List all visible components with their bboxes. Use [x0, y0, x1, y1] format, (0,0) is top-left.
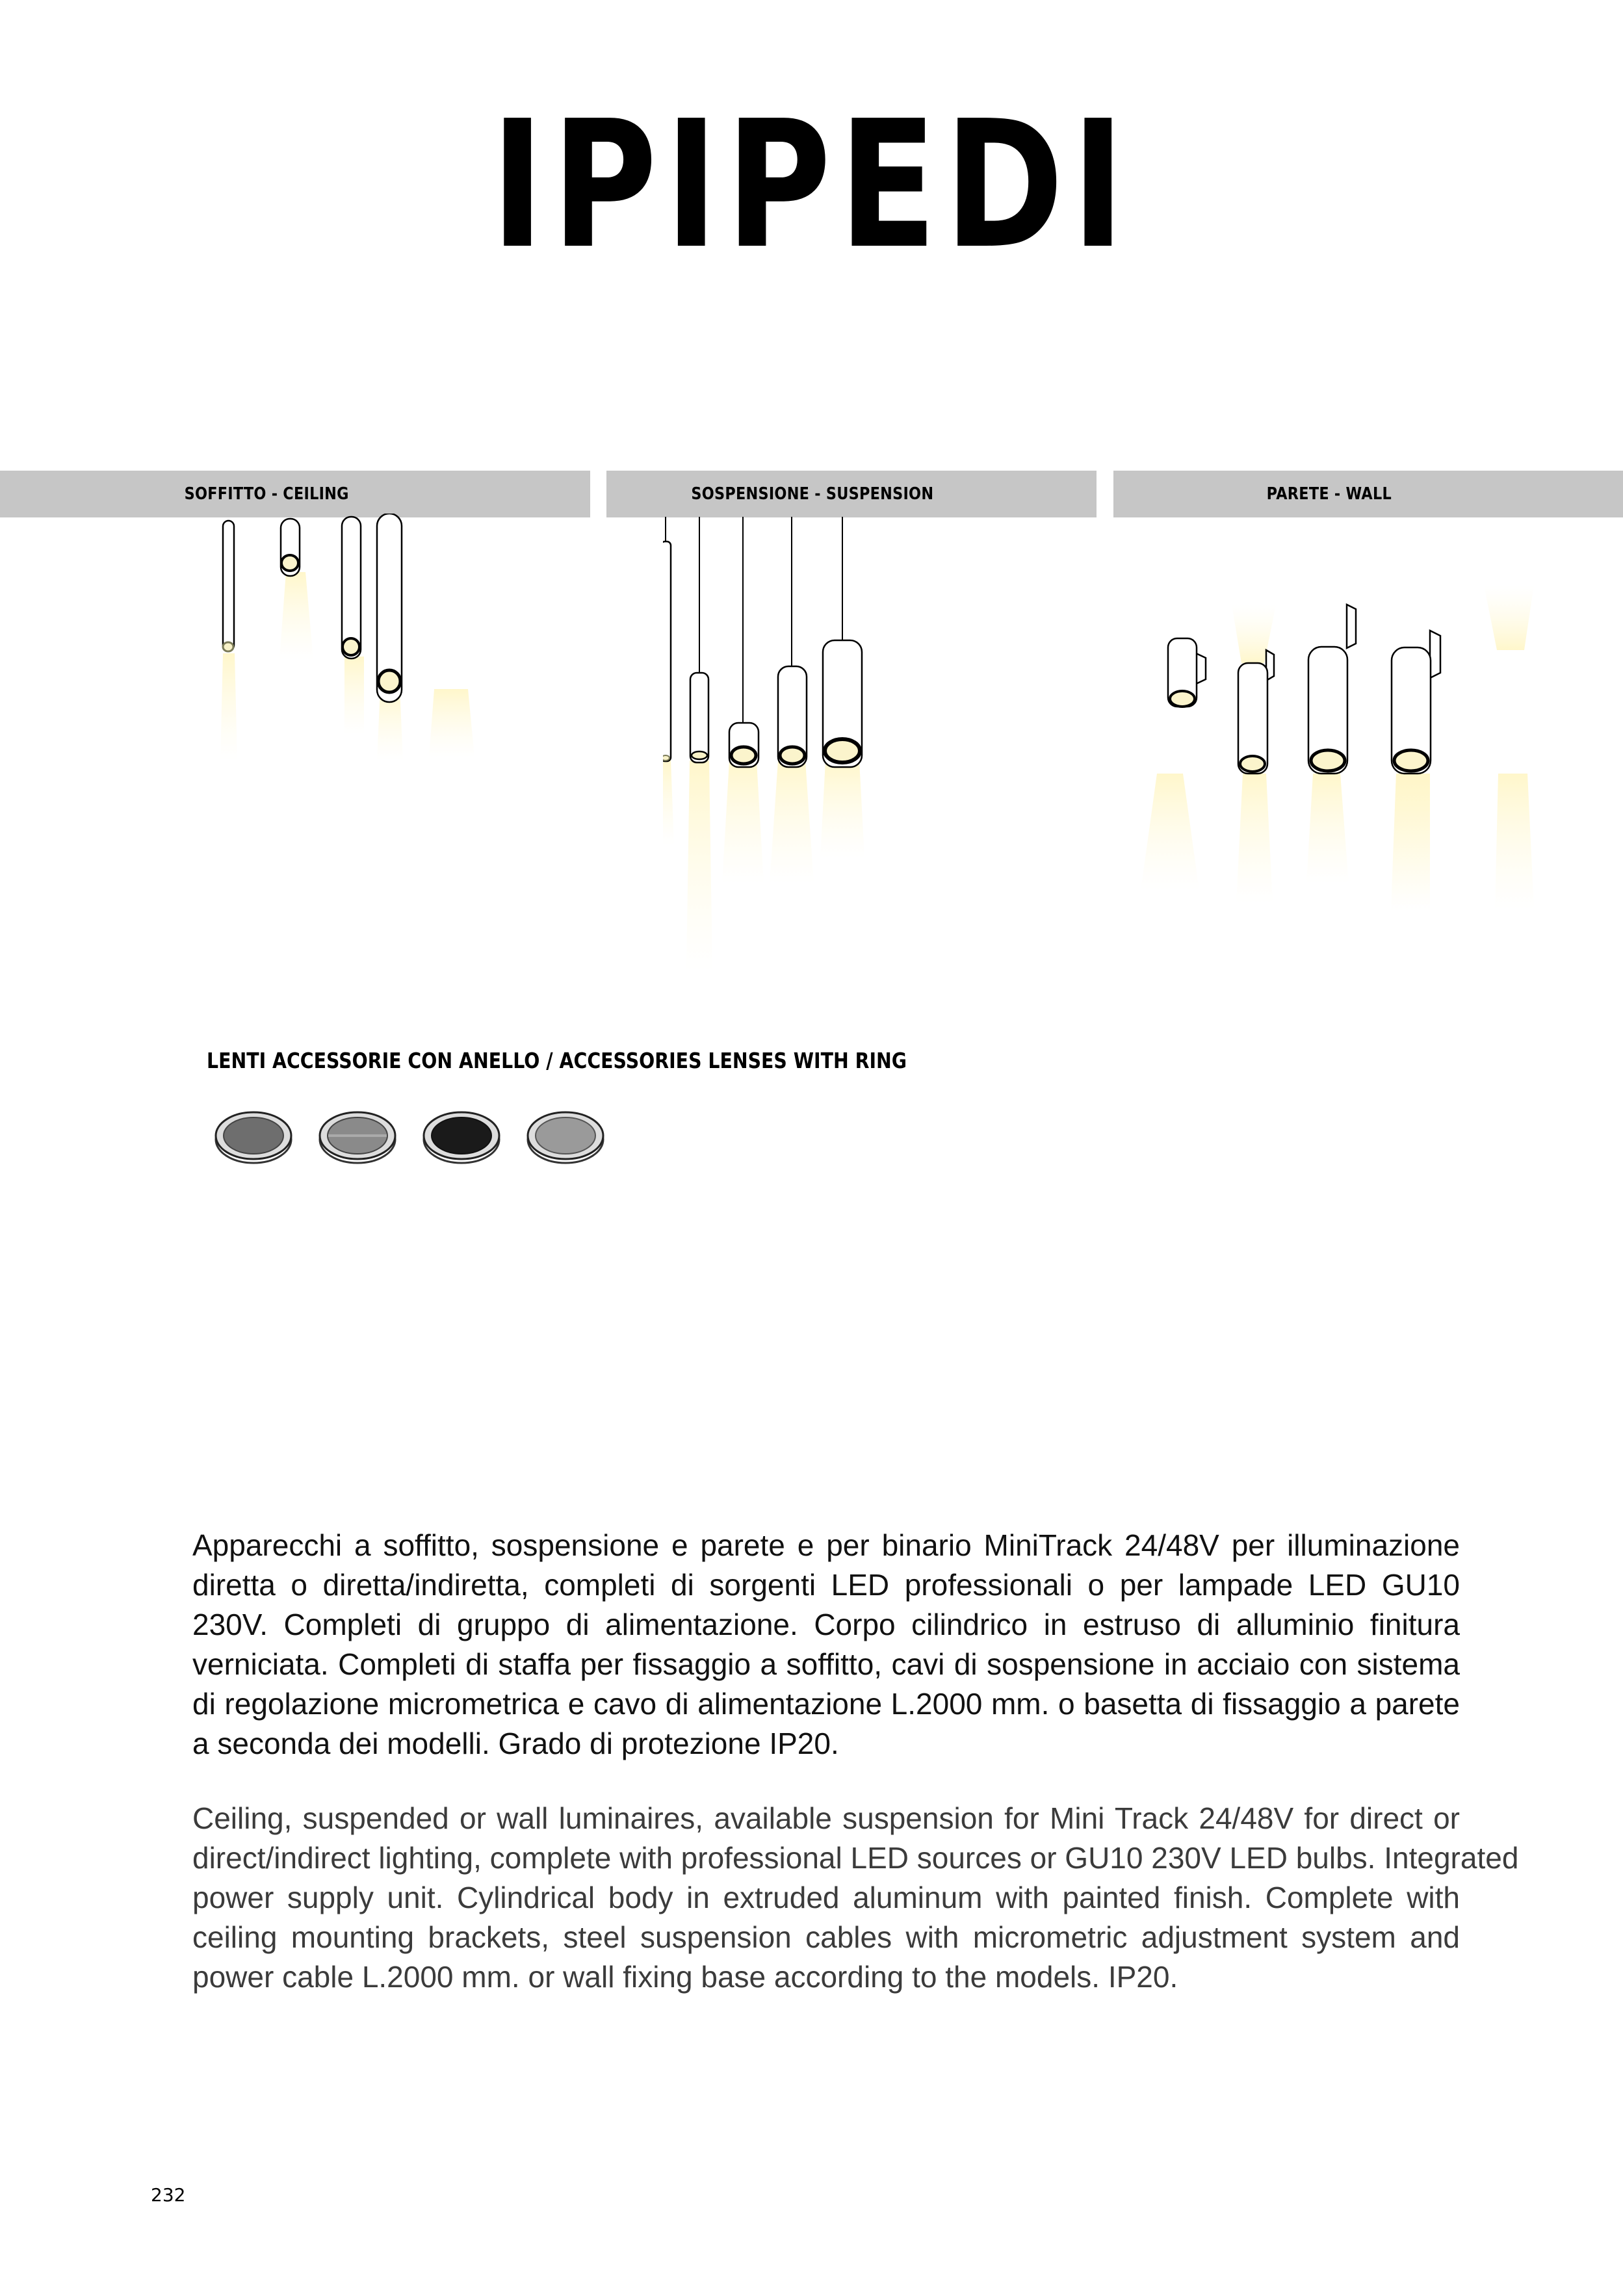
description-italian — [192, 1526, 1460, 1764]
category-label-ceiling: SOFFITTO - CEILING — [184, 484, 349, 504]
text-line: diretta o diretta/indiretta, completi di sorgenti LED professionali o per lampade LED GU10 — [192, 1568, 1460, 1602]
product-title: IPIPEDI — [490, 83, 1133, 287]
text-line: di regolazione micrometrica e cavo di alimentazione L.2000 mm. o basetta di fissaggio a parete — [192, 1687, 1460, 1721]
suspension-luminaires-drawing — [663, 517, 1079, 978]
light-beam — [279, 572, 313, 660]
text-line: verniciata. Completi di staffa per fissaggio a soffitto, cavi di sospensione in acciaio con sistema — [192, 1647, 1460, 1681]
text-line: 230V. Completi di gruppo di alimentazione. Corpo cilindrico in estruso di alluminio finitura — [192, 1608, 1460, 1641]
category-bar-suspension — [606, 471, 1097, 517]
accessories-title: LENTI ACCESSORIE CON ANELLO / ACCESSORIES LENSES WITH RING — [207, 1048, 907, 1073]
text-line: a seconda dei modelli. Grado di protezione IP20. — [192, 1727, 839, 1760]
light-beam — [429, 689, 474, 757]
lens-dark-icon — [419, 1108, 504, 1167]
lens-frosted-icon — [523, 1108, 608, 1167]
text-line: power cable L.2000 mm. or wall fixing base according to the models. IP20. — [192, 1960, 1178, 1994]
lens-linear-icon — [315, 1108, 400, 1167]
text-line: power supply unit. Cylindrical body in extruded aluminum with painted finish. Complete with — [192, 1881, 1460, 1914]
lens-honeycomb-icon — [211, 1108, 296, 1167]
category-bar-wall — [1113, 471, 1623, 517]
text-line: direct/indirect lighting, complete with professional LED sources or GU10 230V LED bulbs. Integrated — [192, 1841, 1519, 1875]
light-beam — [344, 657, 364, 735]
light-beam — [220, 653, 237, 761]
text-line: Apparecchi a soffitto, sospensione e parete e per binario MiniTrack 24/48V per illuminazione — [192, 1528, 1460, 1562]
text-line: ceiling mounting brackets, steel suspension cables with micrometric adjustment system and — [192, 1920, 1460, 1954]
category-bar-ceiling — [0, 471, 590, 517]
category-label-suspension: SOSPENSIONE - SUSPENSION — [691, 484, 934, 504]
page-number: 232 — [151, 2184, 186, 2206]
text-line: Ceiling, suspended or wall luminaires, available suspension for Mini Track 24/48V for direct or — [192, 1801, 1460, 1835]
ceiling-luminaires-illustration — [195, 514, 520, 774]
wall-luminaires-illustration — [1131, 520, 1586, 923]
description-english — [192, 1799, 1519, 1997]
category-label-wall: PARETE - WALL — [1266, 484, 1392, 504]
lens-row — [211, 1108, 608, 1167]
